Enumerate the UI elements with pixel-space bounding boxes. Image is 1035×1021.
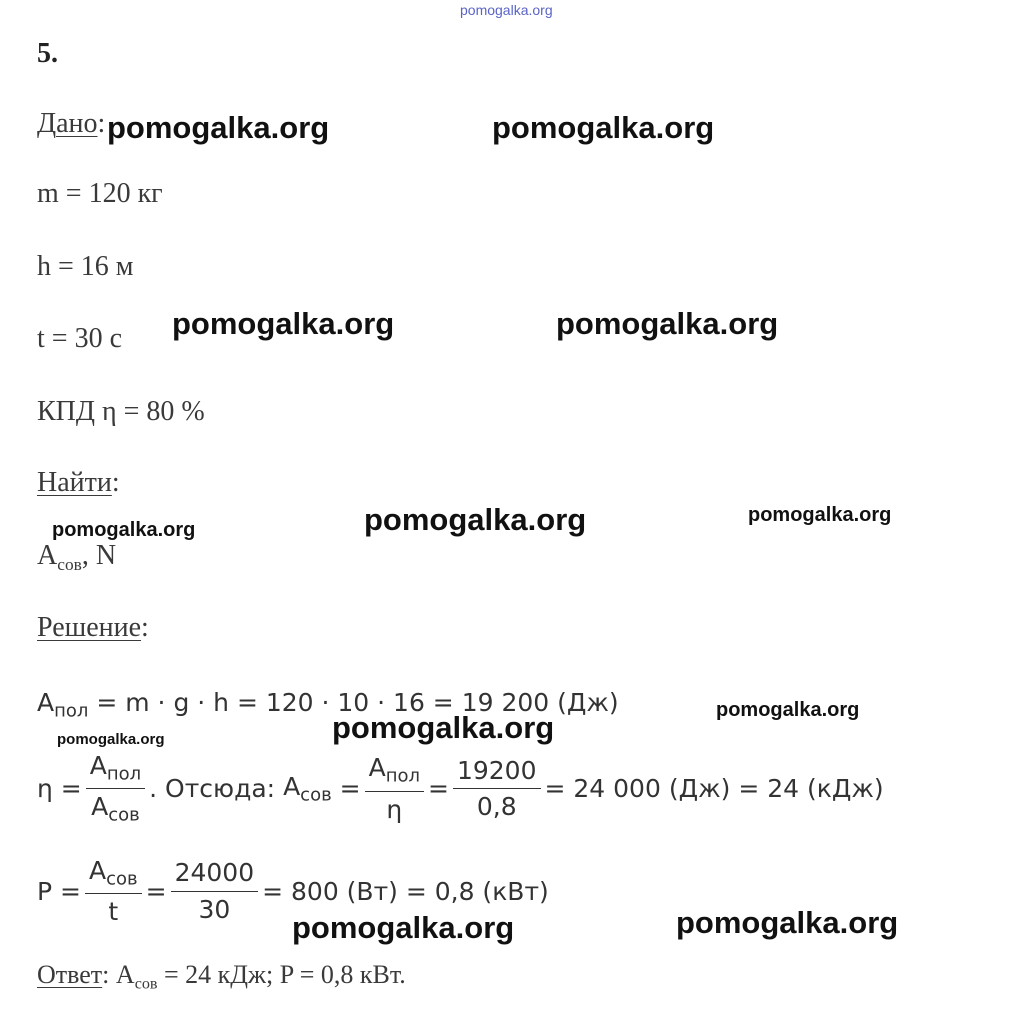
given-time: t = 30 с xyxy=(37,323,122,354)
sol2-fraction-numeric xyxy=(453,757,541,821)
watermark-12: pomogalka.org xyxy=(676,905,899,940)
watermark-11: pomogalka.org xyxy=(292,910,515,945)
answer-a-sub: сов xyxy=(134,975,158,993)
answer-label: Ответ xyxy=(37,960,103,989)
given-heading-label: Дано xyxy=(37,108,98,139)
sol3-frac1-den: t xyxy=(108,897,119,927)
sol2-frac3-den: 0,8 xyxy=(476,792,517,822)
watermark-5: pomogalka.org xyxy=(52,519,196,541)
sol2-eq2: = xyxy=(428,774,449,804)
solution-total-work xyxy=(37,752,884,825)
answer-a: A xyxy=(109,960,135,989)
watermark-9: pomogalka.org xyxy=(716,699,860,721)
problem-number: 5. xyxy=(37,38,58,69)
sol2-frac2-den: η xyxy=(386,794,403,824)
sol1-a: A xyxy=(37,688,55,717)
sol3-frac2-num: 24000 xyxy=(171,859,259,892)
solution-heading-label: Решение xyxy=(37,612,142,643)
sol3-result: = 800 (Вт) = 0,8 (кВт) xyxy=(262,876,549,906)
sol2-frac1-den: $A_{сов}$ xyxy=(91,792,140,826)
sol2-eta: η = xyxy=(37,774,82,804)
given-height: h = 16 м xyxy=(37,251,134,282)
solution-heading-colon: : xyxy=(141,612,149,643)
sol2-fraction-a-over-eta xyxy=(365,754,424,823)
answer-rest: = 24 кДж; P = 0,8 кВт. xyxy=(157,960,406,989)
find-heading-label: Найти xyxy=(37,467,112,498)
sol1-expr: = m · g · h = 120 · 10 · 16 = 19 200 (Дж) xyxy=(88,688,619,717)
sol3-fraction-a-over-t xyxy=(85,857,142,926)
sol3-eq: = xyxy=(145,876,167,906)
sol2-result: = 24 000 (Дж) = 24 (кДж) xyxy=(544,774,884,804)
find-heading xyxy=(37,467,120,499)
given-efficiency: КПД η = 80 % xyxy=(37,396,205,427)
given-mass: m = 120 кг xyxy=(37,178,163,209)
watermark-7: pomogalka.org xyxy=(748,504,892,526)
solution-heading xyxy=(37,612,149,644)
sol3-p: P = xyxy=(37,876,81,906)
find-rest: , N xyxy=(81,540,117,571)
answer-colon: : xyxy=(102,960,110,989)
watermark-6: pomogalka.org xyxy=(364,502,587,537)
watermark-3: pomogalka.org xyxy=(172,306,395,341)
watermark-top: pomogalka.org xyxy=(460,2,553,18)
given-heading-colon: : xyxy=(97,108,106,139)
sol3-frac2-den: 30 xyxy=(198,894,231,924)
sol2-fraction-eta xyxy=(86,752,145,825)
sol2-frac3-num: 19200 xyxy=(453,757,541,790)
sol2-frac1-num: $A_{пол}$ xyxy=(86,752,145,789)
watermark-10: pomogalka.org xyxy=(57,731,165,748)
answer xyxy=(37,960,406,994)
sol2-eq1: = xyxy=(331,774,361,804)
sol2-text: . Отсюда: xyxy=(149,774,284,804)
given-heading xyxy=(37,108,105,140)
sol3-fraction-numeric xyxy=(171,859,259,923)
watermark-8: pomogalka.org xyxy=(332,710,555,745)
watermark-1: pomogalka.org xyxy=(107,110,330,145)
watermark-4: pomogalka.org xyxy=(556,306,779,341)
watermark-2: pomogalka.org xyxy=(492,110,715,145)
sol1-a-sub: пол xyxy=(54,700,89,722)
find-a-symbol: A xyxy=(37,540,58,571)
find-heading-colon: : xyxy=(111,467,120,498)
sol2-a2: $A_{сов}$ xyxy=(283,771,332,806)
sol3-frac1-num: $A_{сов}$ xyxy=(85,857,142,894)
sol2-frac2-num: $A_{пол}$ xyxy=(365,754,424,791)
find-quantities xyxy=(37,540,116,575)
find-a-sub: сов xyxy=(57,555,82,575)
